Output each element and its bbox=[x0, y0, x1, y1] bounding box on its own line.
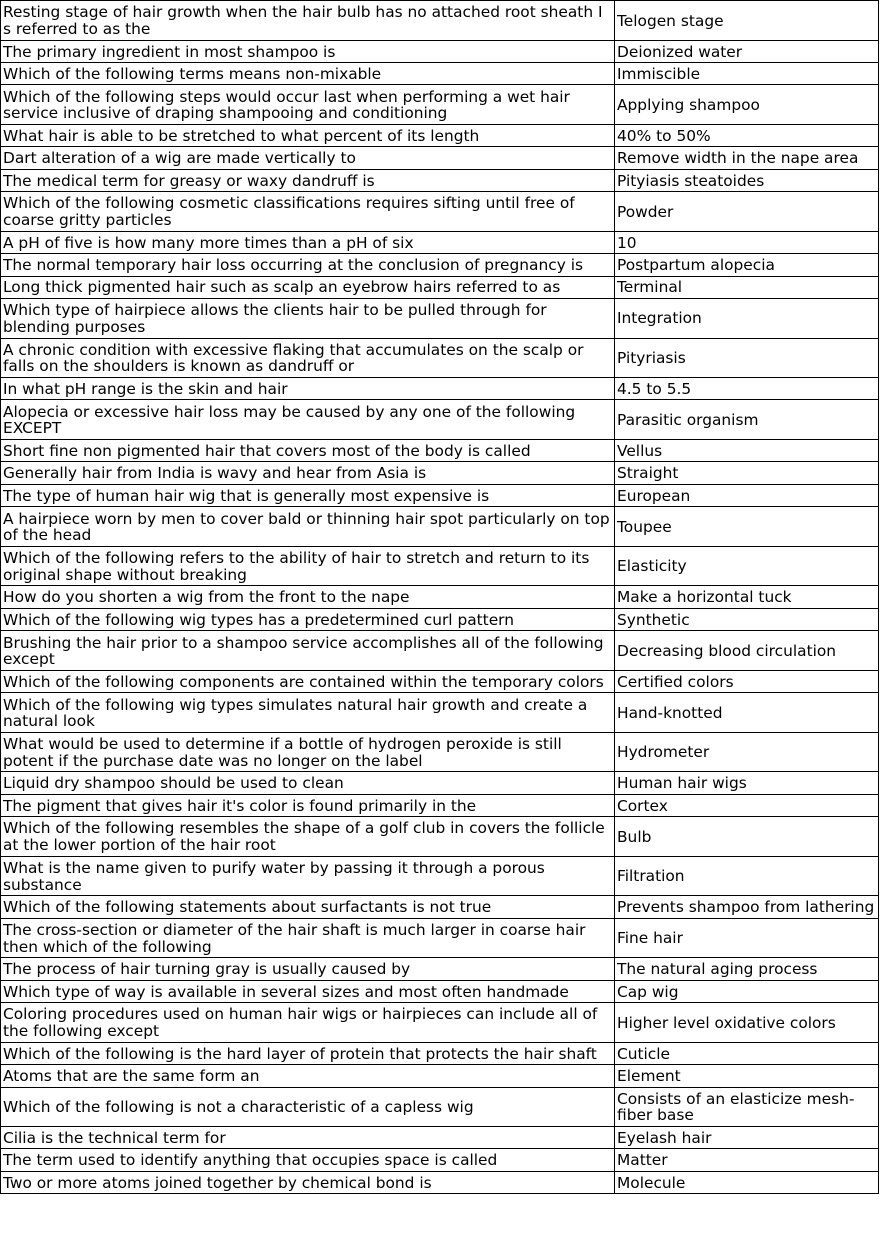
answer-cell: Cap wig bbox=[615, 980, 879, 1002]
question-cell: Atoms that are the same form an bbox=[1, 1065, 615, 1087]
answer-cell: Postpartum alopecia bbox=[615, 254, 879, 276]
question-cell: Which type of way is available in several sizes and most often handmade bbox=[1, 980, 615, 1002]
table-row bbox=[1, 254, 879, 276]
answer-cell: Hydrometer bbox=[615, 732, 879, 772]
answer-cell: Toupee bbox=[615, 507, 879, 547]
question-cell: Which of the following refers to the ability of hair to stretch and return to its original shape without breaking bbox=[1, 546, 615, 586]
answer-cell: Element bbox=[615, 1065, 879, 1087]
answer-cell: Fine hair bbox=[615, 918, 879, 958]
answer-cell: Immiscible bbox=[615, 62, 879, 84]
question-cell: Which of the following statements about surfactants is not true bbox=[1, 896, 615, 918]
table-row bbox=[1, 231, 879, 253]
answer-cell: European bbox=[615, 484, 879, 506]
answer-cell: Synthetic bbox=[615, 608, 879, 630]
question-cell: Which of the following components are contained within the temporary colors bbox=[1, 670, 615, 692]
table-row bbox=[1, 896, 879, 918]
answer-cell: Cortex bbox=[615, 794, 879, 816]
answer-cell: Powder bbox=[615, 192, 879, 232]
answer-cell: Straight bbox=[615, 462, 879, 484]
table-row bbox=[1, 1127, 879, 1149]
table-row bbox=[1, 1149, 879, 1171]
question-cell: In what pH range is the skin and hair bbox=[1, 378, 615, 400]
table-row bbox=[1, 85, 879, 125]
answer-cell: Molecule bbox=[615, 1171, 879, 1193]
question-cell: Which of the following wig types has a predetermined curl pattern bbox=[1, 608, 615, 630]
question-cell: The type of human hair wig that is generally most expensive is bbox=[1, 484, 615, 506]
table-row bbox=[1, 507, 879, 547]
question-cell: The primary ingredient in most shampoo is bbox=[1, 40, 615, 62]
answer-cell: Remove width in the nape area bbox=[615, 147, 879, 169]
table-row bbox=[1, 169, 879, 191]
table-row bbox=[1, 124, 879, 146]
question-cell: Which of the following steps would occur last when performing a wet hair service inclusive of draping shampooing and conditioning bbox=[1, 85, 615, 125]
table-row bbox=[1, 298, 879, 338]
question-cell: Two or more atoms joined together by chemical bond is bbox=[1, 1171, 615, 1193]
question-cell: A chronic condition with excessive flaking that accumulates on the scalp or falls on the shoulders is known as dandruff or bbox=[1, 338, 615, 378]
answer-cell: Elasticity bbox=[615, 546, 879, 586]
table-row bbox=[1, 192, 879, 232]
table-row bbox=[1, 400, 879, 440]
question-cell: Liquid dry shampoo should be used to clean bbox=[1, 772, 615, 794]
table-row bbox=[1, 608, 879, 630]
table-row bbox=[1, 856, 879, 896]
answer-cell: 4.5 to 5.5 bbox=[615, 378, 879, 400]
answer-cell: Cuticle bbox=[615, 1042, 879, 1064]
question-cell: Long thick pigmented hair such as scalp an eyebrow hairs referred to as bbox=[1, 276, 615, 298]
table-row bbox=[1, 794, 879, 816]
table-row bbox=[1, 484, 879, 506]
table-row bbox=[1, 918, 879, 958]
answer-cell: Eyelash hair bbox=[615, 1127, 879, 1149]
answer-cell: Parasitic organism bbox=[615, 400, 879, 440]
question-cell: A hairpiece worn by men to cover bald or thinning hair spot particularly on top of the head bbox=[1, 507, 615, 547]
answer-cell: 10 bbox=[615, 231, 879, 253]
table-row bbox=[1, 1171, 879, 1193]
table-row bbox=[1, 338, 879, 378]
flashcard-table-body bbox=[1, 1, 879, 1194]
question-cell: Resting stage of hair growth when the hair bulb has no attached root sheath I s referred to as the bbox=[1, 1, 615, 41]
table-row bbox=[1, 817, 879, 857]
question-cell: What hair is able to be stretched to what percent of its length bbox=[1, 124, 615, 146]
question-cell: Which type of hairpiece allows the clients hair to be pulled through for blending purposes bbox=[1, 298, 615, 338]
table-row bbox=[1, 440, 879, 462]
answer-cell: Matter bbox=[615, 1149, 879, 1171]
answer-cell: Higher level oxidative colors bbox=[615, 1003, 879, 1043]
question-cell: Which of the following resembles the shape of a golf club in covers the follicle at the lower portion of the hair root bbox=[1, 817, 615, 857]
table-row bbox=[1, 670, 879, 692]
answer-cell: Pityiasis steatoides bbox=[615, 169, 879, 191]
table-row bbox=[1, 586, 879, 608]
answer-cell: Make a horizontal tuck bbox=[615, 586, 879, 608]
table-row bbox=[1, 40, 879, 62]
answer-cell: Decreasing blood circulation bbox=[615, 631, 879, 671]
table-row bbox=[1, 546, 879, 586]
answer-cell: Certified colors bbox=[615, 670, 879, 692]
table-row bbox=[1, 693, 879, 733]
question-cell: The cross-section or diameter of the hair shaft is much larger in coarse hair then which of the following bbox=[1, 918, 615, 958]
question-cell: Which of the following wig types simulates natural hair growth and create a natural look bbox=[1, 693, 615, 733]
question-cell: Alopecia or excessive hair loss may be caused by any one of the following EXCEPT bbox=[1, 400, 615, 440]
question-cell: Which of the following is not a characteristic of a capless wig bbox=[1, 1087, 615, 1127]
table-row bbox=[1, 378, 879, 400]
answer-cell: Pityriasis bbox=[615, 338, 879, 378]
answer-cell: Telogen stage bbox=[615, 1, 879, 41]
question-cell: Brushing the hair prior to a shampoo service accomplishes all of the following except bbox=[1, 631, 615, 671]
table-row bbox=[1, 276, 879, 298]
question-cell: The term used to identify anything that occupies space is called bbox=[1, 1149, 615, 1171]
answer-cell: Filtration bbox=[615, 856, 879, 896]
question-cell: The pigment that gives hair it's color is found primarily in the bbox=[1, 794, 615, 816]
question-cell: Coloring procedures used on human hair wigs or hairpieces can include all of the following except bbox=[1, 1003, 615, 1043]
table-row bbox=[1, 980, 879, 1002]
question-cell: The normal temporary hair loss occurring at the conclusion of pregnancy is bbox=[1, 254, 615, 276]
answer-cell: Applying shampoo bbox=[615, 85, 879, 125]
answer-cell: Prevents shampoo from lathering bbox=[615, 896, 879, 918]
question-cell: Short fine non pigmented hair that covers most of the body is called bbox=[1, 440, 615, 462]
table-row bbox=[1, 732, 879, 772]
table-row bbox=[1, 772, 879, 794]
question-cell: Generally hair from India is wavy and hear from Asia is bbox=[1, 462, 615, 484]
table-row bbox=[1, 1087, 879, 1127]
answer-cell: Bulb bbox=[615, 817, 879, 857]
answer-cell: Vellus bbox=[615, 440, 879, 462]
table-row bbox=[1, 62, 879, 84]
question-cell: How do you shorten a wig from the front to the nape bbox=[1, 586, 615, 608]
answer-cell: Human hair wigs bbox=[615, 772, 879, 794]
table-row bbox=[1, 462, 879, 484]
question-cell: Dart alteration of a wig are made vertically to bbox=[1, 147, 615, 169]
table-row bbox=[1, 1, 879, 41]
table-row bbox=[1, 1042, 879, 1064]
table-row bbox=[1, 1003, 879, 1043]
answer-cell: Integration bbox=[615, 298, 879, 338]
question-cell: Cilia is the technical term for bbox=[1, 1127, 615, 1149]
question-cell: Which of the following terms means non-mixable bbox=[1, 62, 615, 84]
question-cell: A pH of five is how many more times than a pH of six bbox=[1, 231, 615, 253]
table-row bbox=[1, 1065, 879, 1087]
question-cell: Which of the following is the hard layer of protein that protects the hair shaft bbox=[1, 1042, 615, 1064]
answer-cell: Terminal bbox=[615, 276, 879, 298]
answer-cell: Hand-knotted bbox=[615, 693, 879, 733]
question-cell: Which of the following cosmetic classifications requires sifting until free of coarse gritty particles bbox=[1, 192, 615, 232]
question-cell: The process of hair turning gray is usually caused by bbox=[1, 958, 615, 980]
table-row bbox=[1, 147, 879, 169]
answer-cell: Deionized water bbox=[615, 40, 879, 62]
table-row bbox=[1, 958, 879, 980]
question-cell: What would be used to determine if a bottle of hydrogen peroxide is still potent if the purchase date was no longer on the label bbox=[1, 732, 615, 772]
table-row bbox=[1, 631, 879, 671]
answer-cell: The natural aging process bbox=[615, 958, 879, 980]
question-cell: What is the name given to purify water by passing it through a porous substance bbox=[1, 856, 615, 896]
answer-cell: Consists of an elasticize mesh-fiber base bbox=[615, 1087, 879, 1127]
question-cell: The medical term for greasy or waxy dandruff is bbox=[1, 169, 615, 191]
answer-cell: 40% to 50% bbox=[615, 124, 879, 146]
